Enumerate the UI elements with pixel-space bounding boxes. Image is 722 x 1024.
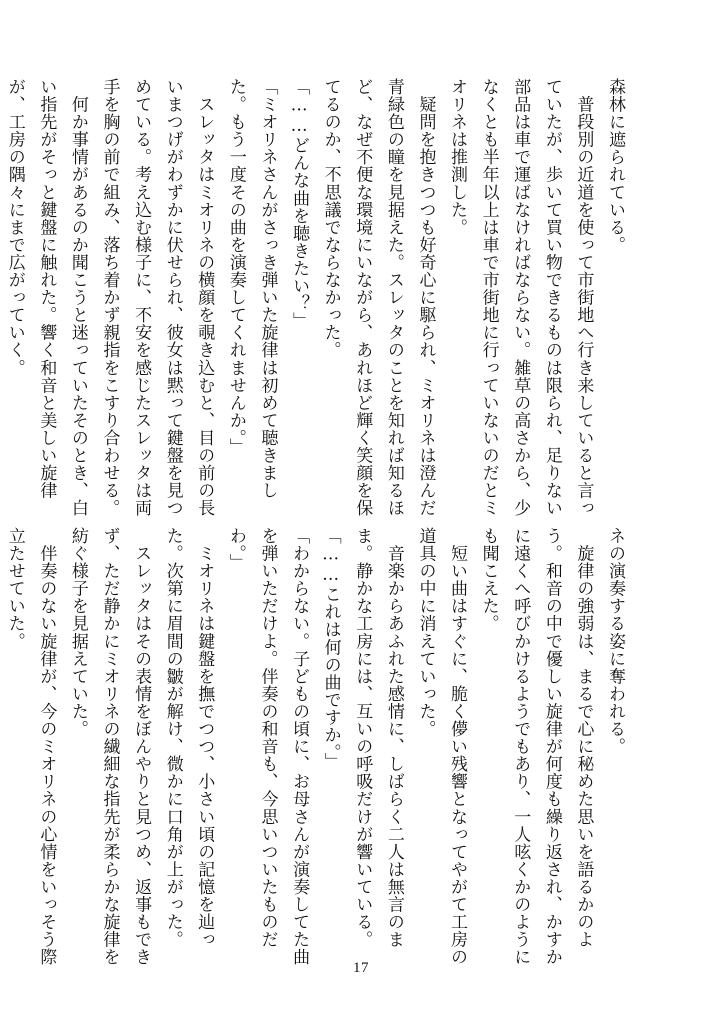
text-line: 「ミオリネさんがさっき弾いた旋律は初めて聴きまし [257,78,278,500]
text-line: なくとも半年以上は車で市街地に行っていないのだとミ [478,78,499,517]
text-line: 部品は車で運ばなければならない。雑草の高さから、少 [510,78,531,517]
text-line: 道具の中に消えていった。 [415,527,436,738]
text-line: 「……どんな曲を聴きたい？」 [289,78,310,330]
text-block-upper [4,78,630,517]
text-line: 「わからない。子どもの頃に、お母さんが演奏してた曲 [289,527,310,966]
text-line: スレッタはその表情をぼんやりと見つめ、返事もでき [131,527,152,966]
text-line: 短い曲はすぐに、脆く儚い残響となってやがて工房の [447,527,468,966]
text-line: ミオリネは鍵盤を撫でつつ、小さい頃の記憶を辿っ [194,527,215,949]
text-line: オリネは推測した。 [447,78,468,236]
text-line: ていたが、歩いて買い物できるものは限られ、足りない [541,78,562,517]
text-line: 青緑色の瞳を見据えた。スレッタのことを知れば知るほ [383,78,404,517]
text-line: 何か事情があるのか聞こうと迷っていたそのとき、白 [67,78,88,517]
text-line: 森林に遮られている。 [605,78,625,254]
text-line: 手を胸の前で組み、落ち着かず親指をこすり合わせる。 [99,78,120,517]
text-line: も聞こえた。 [478,527,499,633]
text-line: 伴奏のない旋律が、今のミオリネの心情をいっそう際 [36,527,57,966]
text-line: ま。静かな工房には、互いの呼吸だけが響いている。 [352,527,373,949]
text-line: 疑問を抱きつつも好奇心に駆られ、ミオリネは澄んだ [415,78,436,517]
text-line: 「……これは何の曲ですか。」 [320,527,341,771]
page-number: 17 [353,960,369,976]
text-line: めている。考え込む様子に、不安を感じたスレッタは両 [131,78,152,517]
text-line: う。和音の中で優しい旋律が何度も繰り返され、かすか [541,527,562,966]
text-line: わ。」 [225,527,246,572]
text-line: た。次第に眉間の皺が解け、微かに口角が上がった。 [162,527,183,949]
text-line: が、工房の隅々にまで広がっていく。 [4,78,25,377]
text-line: い指先がそっと鍵盤に触れた。響く和音と美しい旋律 [36,78,57,500]
text-line: ど、なぜ不便な環境にいながら、あれほど輝く笑顔を保 [352,78,373,517]
text-line: てるのか、不思議でならなかった。 [320,78,341,359]
text-line: 紡ぐ様子を見据えていた。 [67,527,88,738]
text-line: 普段別の近道を使って市街地へ行き来していると言っ [573,78,594,517]
text-block-lower [4,527,630,966]
text-line: 立たせていた。 [4,527,25,650]
text-line: を弾いただけよ。伴奏の和音も、今思いついたものだ [257,527,278,949]
text-line: に遠くへ呼びかけるようでもあり、一人呟くかのように [510,527,531,966]
text-line: た。もう一度その曲を演奏してくれませんか。」 [225,78,246,456]
text-line: 音楽からあふれた感情に、しばらく二人は無言のま [383,527,404,949]
text-line: スレッタはミオリネの横顔を覗き込むと、目の前の長 [194,78,215,517]
text-line: ネの演奏する姿に奪われる。 [605,527,625,756]
text-line: 旋律の強弱は、まるで心に秘めた思いを語るかのよ [573,527,594,949]
text-line: いまつげがわずかに伏せられ、彼女は黙って鍵盤を見つ [162,78,183,517]
text-line: ず、ただ静かにミオリネの繊細な指先が柔らかな旋律を [99,527,120,966]
